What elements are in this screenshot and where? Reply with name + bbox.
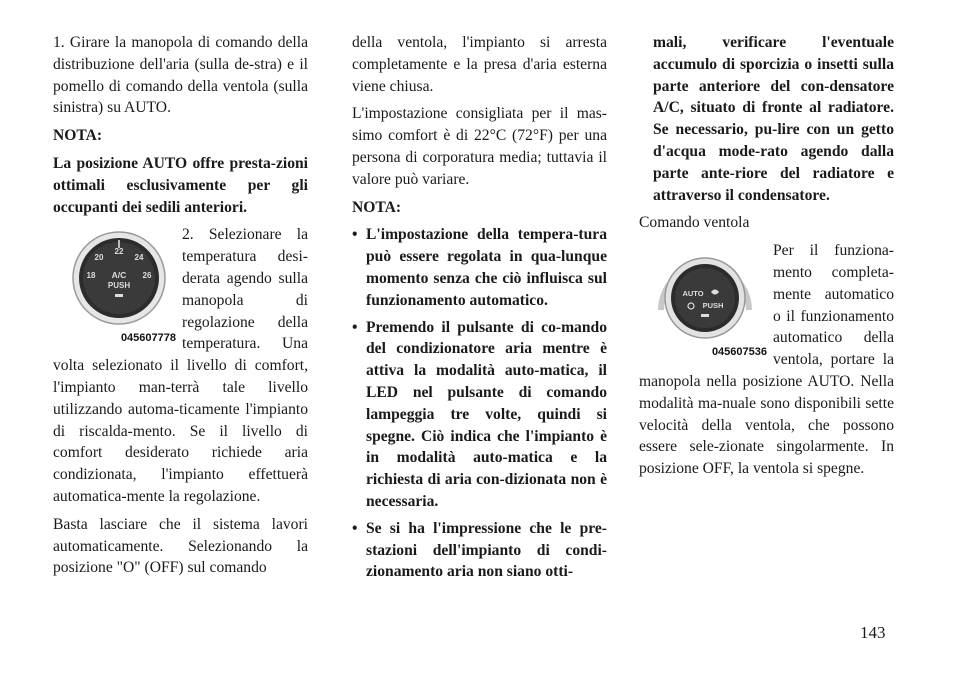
list-item: • Se si ha l'impressione che le pre-stazioni dell'impianto di condi-zionamento aria non siano otti-: [352, 519, 607, 581]
fan-off-text: della ventola, l'impianto si arresta completamente e la presa d'aria esterna viene chiusa.: [352, 34, 607, 95]
fan-knob-figure: [639, 240, 767, 359]
recommended-setting-text: L'impostazione consigliata per il mas-simo comfort è di 22°C (72°F) per una persona di corporatura media; tuttavia il valore può variare.: [352, 105, 607, 188]
dial-label-20: 20: [94, 253, 104, 263]
dial-label-24: 24: [134, 253, 144, 263]
dial-label-26: 26: [142, 271, 152, 281]
list-item: • Premendo il pulsante di co-mando del condizionatore aria mentre è attiva la modalità auto-matica, il LED nel pulsante di comando lampeggia tre volte, quindi si spegne. Ciò indica che l'impianto è in modalità auto-matica e la richiesta di aria con-dizionata non è necessaria.: [352, 318, 607, 510]
column-3: [639, 32, 894, 486]
temperature-knob-figure: [53, 224, 176, 345]
push-label-2: PUSH: [702, 301, 724, 311]
temperature-knob-icon: [53, 224, 176, 330]
auto-operation-text: Basta lasciare che il sistema lavori automaticamente. Selezionando la posizione "O" (OFF) sul comando: [53, 515, 308, 577]
section-heading: Comando ventola: [639, 214, 750, 232]
auto-label: AUTO: [682, 289, 704, 299]
page-number: 143: [860, 623, 886, 642]
fan-control-text: Per il funziona-mento completa-mente automatico o il funzionamento automatico della ventola, portare la manopola nella posizione AUTO. Nella modalità ma-nuale sono disponibili sette velocità della ventola, che possono essere sele-zionate singolarmente. In posizione OFF, la ventola si spegne.: [639, 242, 894, 478]
dial-label-18: 18: [86, 271, 96, 281]
push-label: PUSH: [107, 281, 131, 291]
ac-label: A/C: [111, 270, 127, 281]
nota-bullet-list: [352, 224, 607, 583]
step-2-text: 2. Selezionare la temperatura desi-derata agendo sulla manopola di regolazione della temperatura. Una volta selezionato il livello di comfort, l'impianto man-terrà tale livello utilizzando automa-ticamente l'impianto di riscalda-mento. Se il livello di comfort desiderato richiede aria condizionata, l'impianto effettuerà automatica-mente la regolazione.: [53, 226, 308, 505]
column-2: [352, 32, 607, 589]
nota-label: NOTA:: [53, 127, 103, 145]
bullet-continuation: mali, verificare l'eventuale accumulo di sporcizia o insetti sulla parte anteriore del con-densatore A/C, situato di fronte al radiatore. Se necessario, pu-lire con un getto d'acqua mode-rato agendo dalla parte ante-riore del radiatore e attraverso il condensatore.: [653, 34, 894, 204]
dial-label-22: 22: [114, 247, 124, 257]
fan-knob-icon: [639, 240, 767, 344]
nota-text: La posizione AUTO offre presta-zioni ottimali esclusivamente per gli occupanti dei sedili anteriori.: [53, 154, 308, 216]
step-1-text: 1. Girare la manopola di comando della distribuzione dell'aria (sulla de-stra) e il pomello di comando della ventola (sulla sinistra) su AUTO.: [53, 34, 308, 117]
figure-code-2: 045607536: [711, 346, 767, 359]
list-item: • L'impostazione della tempera-tura può essere regolata in qua-lunque momento senza che ciò influisca sul funzionamento automatico.: [352, 226, 607, 309]
figure-code: 045607778: [120, 332, 176, 345]
column-1: [53, 32, 308, 585]
nota-label-2: NOTA:: [352, 198, 402, 216]
